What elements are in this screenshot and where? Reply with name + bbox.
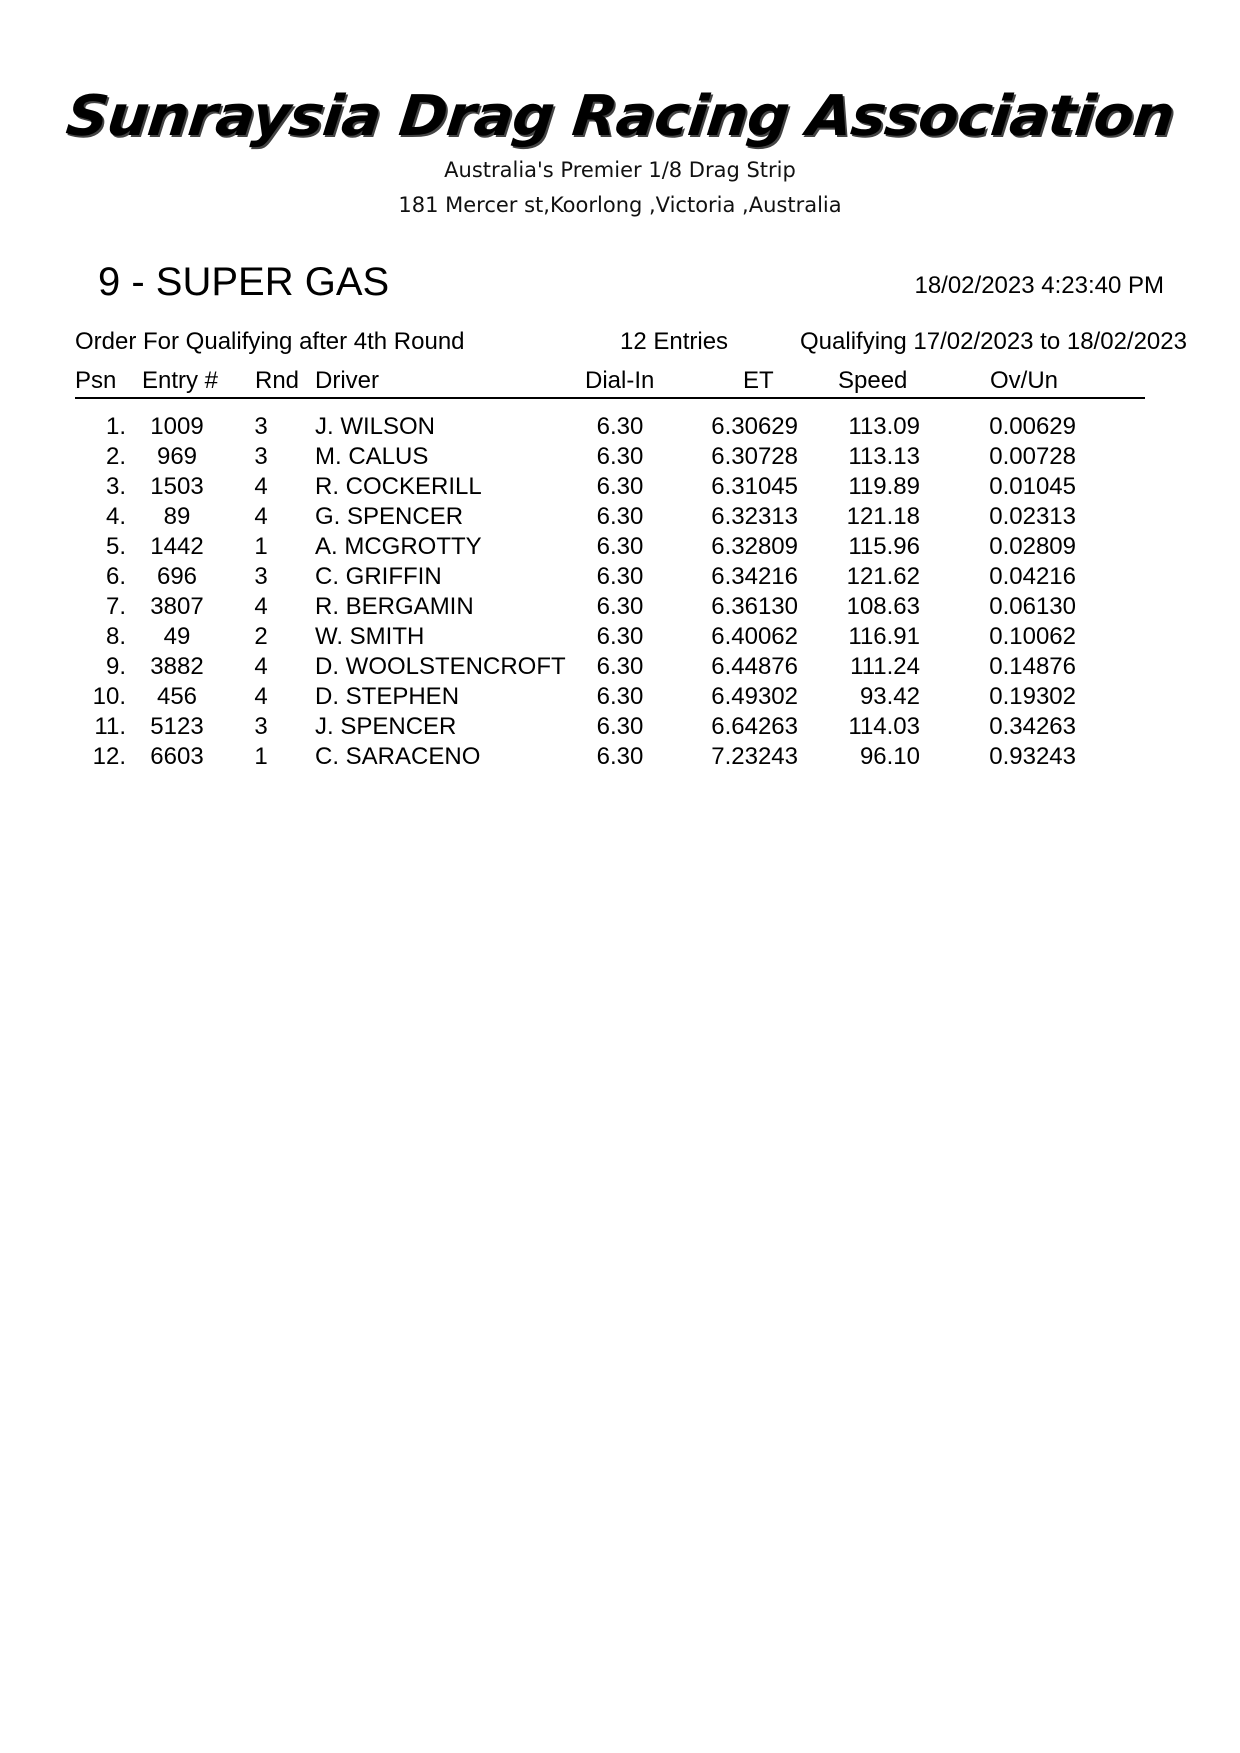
cell-et: 6.40062 — [711, 623, 798, 650]
cell-ov-un: 0.02313 — [989, 503, 1076, 530]
association-title: Sunraysia Drag Racing Association — [63, 84, 1177, 149]
cell-ov-un: 0.19302 — [989, 683, 1076, 710]
cell-psn: 6. — [105, 563, 126, 590]
qualifying-range: Qualifying 17/02/2023 to 18/02/2023 — [800, 328, 1187, 355]
cell-rnd: 4 — [254, 653, 268, 680]
table-row — [0, 713, 1240, 743]
cell-et: 6.31045 — [711, 473, 798, 500]
cell-speed: 96.10 — [859, 743, 920, 770]
cell-driver: C. SARACENO — [315, 743, 481, 770]
cell-speed: 93.42 — [859, 683, 920, 710]
report-timestamp: 18/02/2023 4:23:40 PM — [914, 272, 1164, 299]
cell-speed: 111.24 — [850, 653, 920, 680]
column-header-driver: Driver — [315, 367, 379, 394]
class-title: 9 - SUPER GAS — [98, 260, 390, 304]
cell-speed: 108.63 — [846, 593, 920, 620]
cell-entry: 456 — [156, 683, 198, 710]
cell-dial-in: 6.30 — [596, 503, 644, 530]
order-label: Order For Qualifying after 4th Round — [75, 328, 465, 355]
table-row — [0, 533, 1240, 563]
cell-speed: 121.62 — [846, 563, 920, 590]
cell-dial-in: 6.30 — [596, 653, 644, 680]
table-row — [0, 563, 1240, 593]
cell-entry: 3807 — [150, 593, 204, 620]
column-header-psn: Psn — [75, 367, 117, 394]
cell-driver: A. MCGROTTY — [315, 533, 482, 560]
cell-et: 6.32313 — [711, 503, 798, 530]
cell-entry: 1503 — [150, 473, 204, 500]
cell-ov-un: 0.93243 — [989, 743, 1076, 770]
cell-entry: 969 — [156, 443, 198, 470]
cell-et: 6.34216 — [711, 563, 798, 590]
cell-psn: 9. — [105, 653, 126, 680]
table-row — [0, 623, 1240, 653]
cell-speed: 115.96 — [848, 533, 920, 560]
cell-psn: 5. — [105, 533, 126, 560]
cell-ov-un: 0.10062 — [989, 623, 1076, 650]
column-header-rnd: Rnd — [255, 367, 300, 394]
cell-rnd: 4 — [254, 503, 268, 530]
cell-entry: 89 — [163, 503, 191, 530]
cell-rnd: 1 — [254, 743, 268, 770]
column-header-speed: Speed — [838, 367, 908, 394]
cell-speed: 113.09 — [848, 413, 920, 440]
cell-rnd: 3 — [254, 713, 268, 740]
table-row — [0, 683, 1240, 713]
cell-rnd: 4 — [254, 473, 268, 500]
cell-entry: 3882 — [150, 653, 204, 680]
cell-speed: 114.03 — [848, 713, 920, 740]
cell-ov-un: 0.02809 — [989, 533, 1076, 560]
cell-et: 6.44876 — [711, 653, 798, 680]
table-row — [0, 473, 1240, 503]
cell-entry: 696 — [156, 563, 198, 590]
tagline: Australia's Premier 1/8 Drag Strip — [444, 158, 796, 182]
cell-rnd: 1 — [254, 533, 268, 560]
cell-rnd: 3 — [254, 413, 268, 440]
cell-ov-un: 0.14876 — [989, 653, 1076, 680]
column-header-ov-un: Ov/Un — [990, 367, 1059, 394]
cell-driver: R. BERGAMIN — [315, 593, 474, 620]
cell-ov-un: 0.34263 — [989, 713, 1076, 740]
cell-et: 6.32809 — [711, 533, 798, 560]
results-table — [0, 413, 1240, 773]
cell-driver: W. SMITH — [315, 623, 425, 650]
address: 181 Mercer st,Koorlong ,Victoria ,Australia — [398, 193, 842, 217]
cell-driver: G. SPENCER — [315, 503, 464, 530]
cell-psn: 8. — [105, 623, 126, 650]
cell-psn: 10. — [92, 683, 126, 710]
cell-dial-in: 6.30 — [596, 563, 644, 590]
cell-entry: 6603 — [150, 743, 204, 770]
cell-driver: M. CALUS — [315, 443, 429, 470]
cell-driver: D. WOOLSTENCROFT — [315, 653, 566, 680]
table-row — [0, 503, 1240, 533]
cell-psn: 3. — [105, 473, 126, 500]
cell-speed: 116.91 — [848, 623, 920, 650]
cell-psn: 1. — [105, 413, 126, 440]
cell-speed: 113.13 — [848, 443, 920, 470]
cell-dial-in: 6.30 — [596, 473, 644, 500]
cell-psn: 2. — [105, 443, 126, 470]
cell-driver: J. WILSON — [315, 413, 436, 440]
cell-psn: 12. — [92, 743, 126, 770]
cell-psn: 7. — [105, 593, 126, 620]
cell-driver: R. COCKERILL — [315, 473, 482, 500]
cell-entry: 1009 — [150, 413, 204, 440]
table-row — [0, 593, 1240, 623]
column-header-dial-in: Dial-In — [585, 367, 655, 394]
cell-dial-in: 6.30 — [596, 743, 644, 770]
entries-count: 12 Entries — [620, 328, 729, 355]
cell-ov-un: 0.01045 — [989, 473, 1076, 500]
table-row — [0, 443, 1240, 473]
table-row — [0, 653, 1240, 683]
cell-et: 6.30629 — [711, 413, 798, 440]
cell-dial-in: 6.30 — [596, 623, 644, 650]
cell-dial-in: 6.30 — [596, 443, 644, 470]
cell-entry: 5123 — [150, 713, 204, 740]
cell-rnd: 4 — [254, 593, 268, 620]
table-row — [0, 743, 1240, 773]
cell-dial-in: 6.30 — [596, 533, 644, 560]
cell-psn: 4. — [105, 503, 126, 530]
cell-rnd: 4 — [254, 683, 268, 710]
cell-ov-un: 0.04216 — [989, 563, 1076, 590]
cell-driver: J. SPENCER — [315, 713, 457, 740]
cell-dial-in: 6.30 — [596, 413, 644, 440]
table-row — [0, 413, 1240, 443]
cell-rnd: 3 — [254, 563, 268, 590]
cell-dial-in: 6.30 — [596, 683, 644, 710]
cell-dial-in: 6.30 — [596, 593, 644, 620]
cell-ov-un: 0.00728 — [989, 443, 1076, 470]
cell-rnd: 2 — [254, 623, 268, 650]
cell-entry: 49 — [163, 623, 191, 650]
cell-et: 7.23243 — [711, 743, 798, 770]
cell-ov-un: 0.00629 — [989, 413, 1076, 440]
cell-et: 6.49302 — [711, 683, 798, 710]
table-header — [75, 367, 1145, 399]
cell-et: 6.36130 — [711, 593, 798, 620]
cell-psn: 11. — [94, 713, 126, 740]
cell-driver: C. GRIFFIN — [315, 563, 442, 590]
cell-driver: D. STEPHEN — [315, 683, 460, 710]
cell-speed: 119.89 — [848, 473, 920, 500]
cell-entry: 1442 — [150, 533, 204, 560]
cell-speed: 121.18 — [846, 503, 920, 530]
column-header-entry: Entry # — [142, 367, 219, 394]
column-header-et: ET — [743, 367, 774, 394]
cell-rnd: 3 — [254, 443, 268, 470]
cell-et: 6.64263 — [711, 713, 798, 740]
cell-dial-in: 6.30 — [596, 713, 644, 740]
cell-ov-un: 0.06130 — [989, 593, 1076, 620]
cell-et: 6.30728 — [711, 443, 798, 470]
